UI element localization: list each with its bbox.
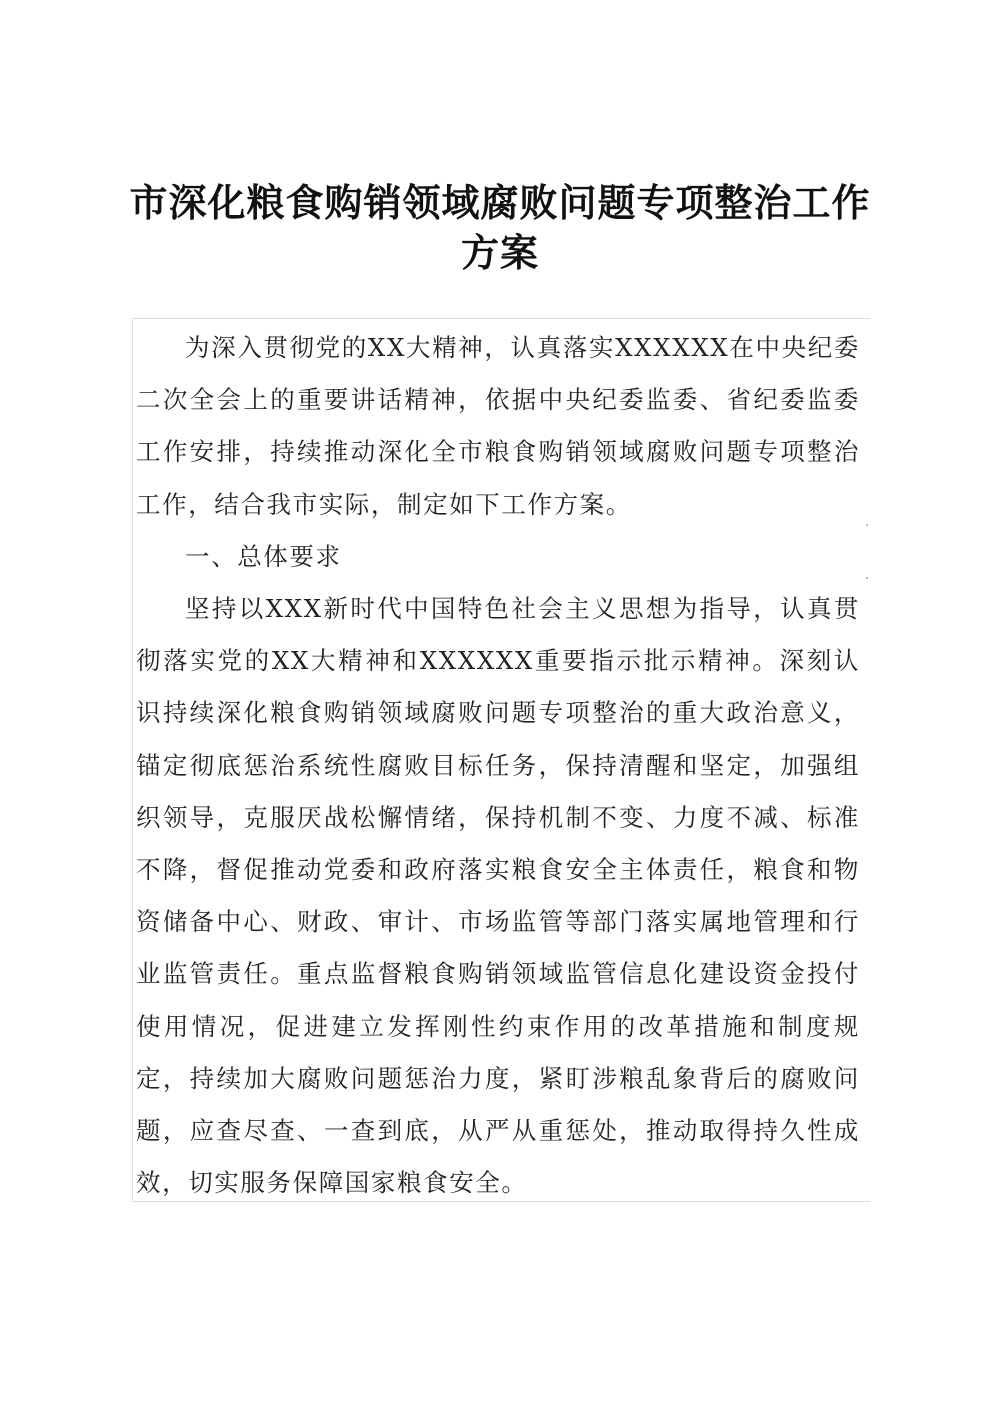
document-title: 市深化粮食购销领域腐败问题专项整治工作方案 (129, 180, 871, 275)
paragraph-general-requirements: 坚持以XXX新时代中国特色社会主义思想为指导，认真贯彻落实党的XX大精神和XXXXXX重要指示批示精神。深刻认识持续深化粮食购销领域腐败问题专项整治的重大政治意义，锚定彻底惩治系统性腐败目标任务，保持清醒和坚定，加强组织领导，克服厌战松懈情绪，保持机制不变、力度不减、标准不降，督促推动党委和政府落实粮食安全主体责任，粮食和物资储备中心、财政、审计、市场监管等部门落实属地管理和行业监管责任。重点监督粮食购销领域监管信息化建设资金投付使用情况，促进建立发挥刚性约束作用的改革措施和制度规定，持续加大腐败问题惩治力度，紧盯涉粮乱象背后的腐败问题，应查尽查、一查到底，从严从重惩处，推动取得持久性成效，切实服务保障国家粮食安全。 (136, 594, 860, 1198)
section-heading: 一、总体要求 (185, 541, 342, 571)
document-body (136, 322, 860, 1209)
margin-mark (866, 524, 868, 526)
margin-mark (866, 577, 868, 579)
paragraph-intro: 为深入贯彻党的XX大精神，认真落实XXXXXX在中央纪委二次全会上的重要讲话精神，依据中央纪委监委、省纪委监委工作安排，持续推动深化全市粮食购销领域腐败问题专项整治工作，结合我市实际，制定如下工作方案。 (136, 333, 860, 519)
